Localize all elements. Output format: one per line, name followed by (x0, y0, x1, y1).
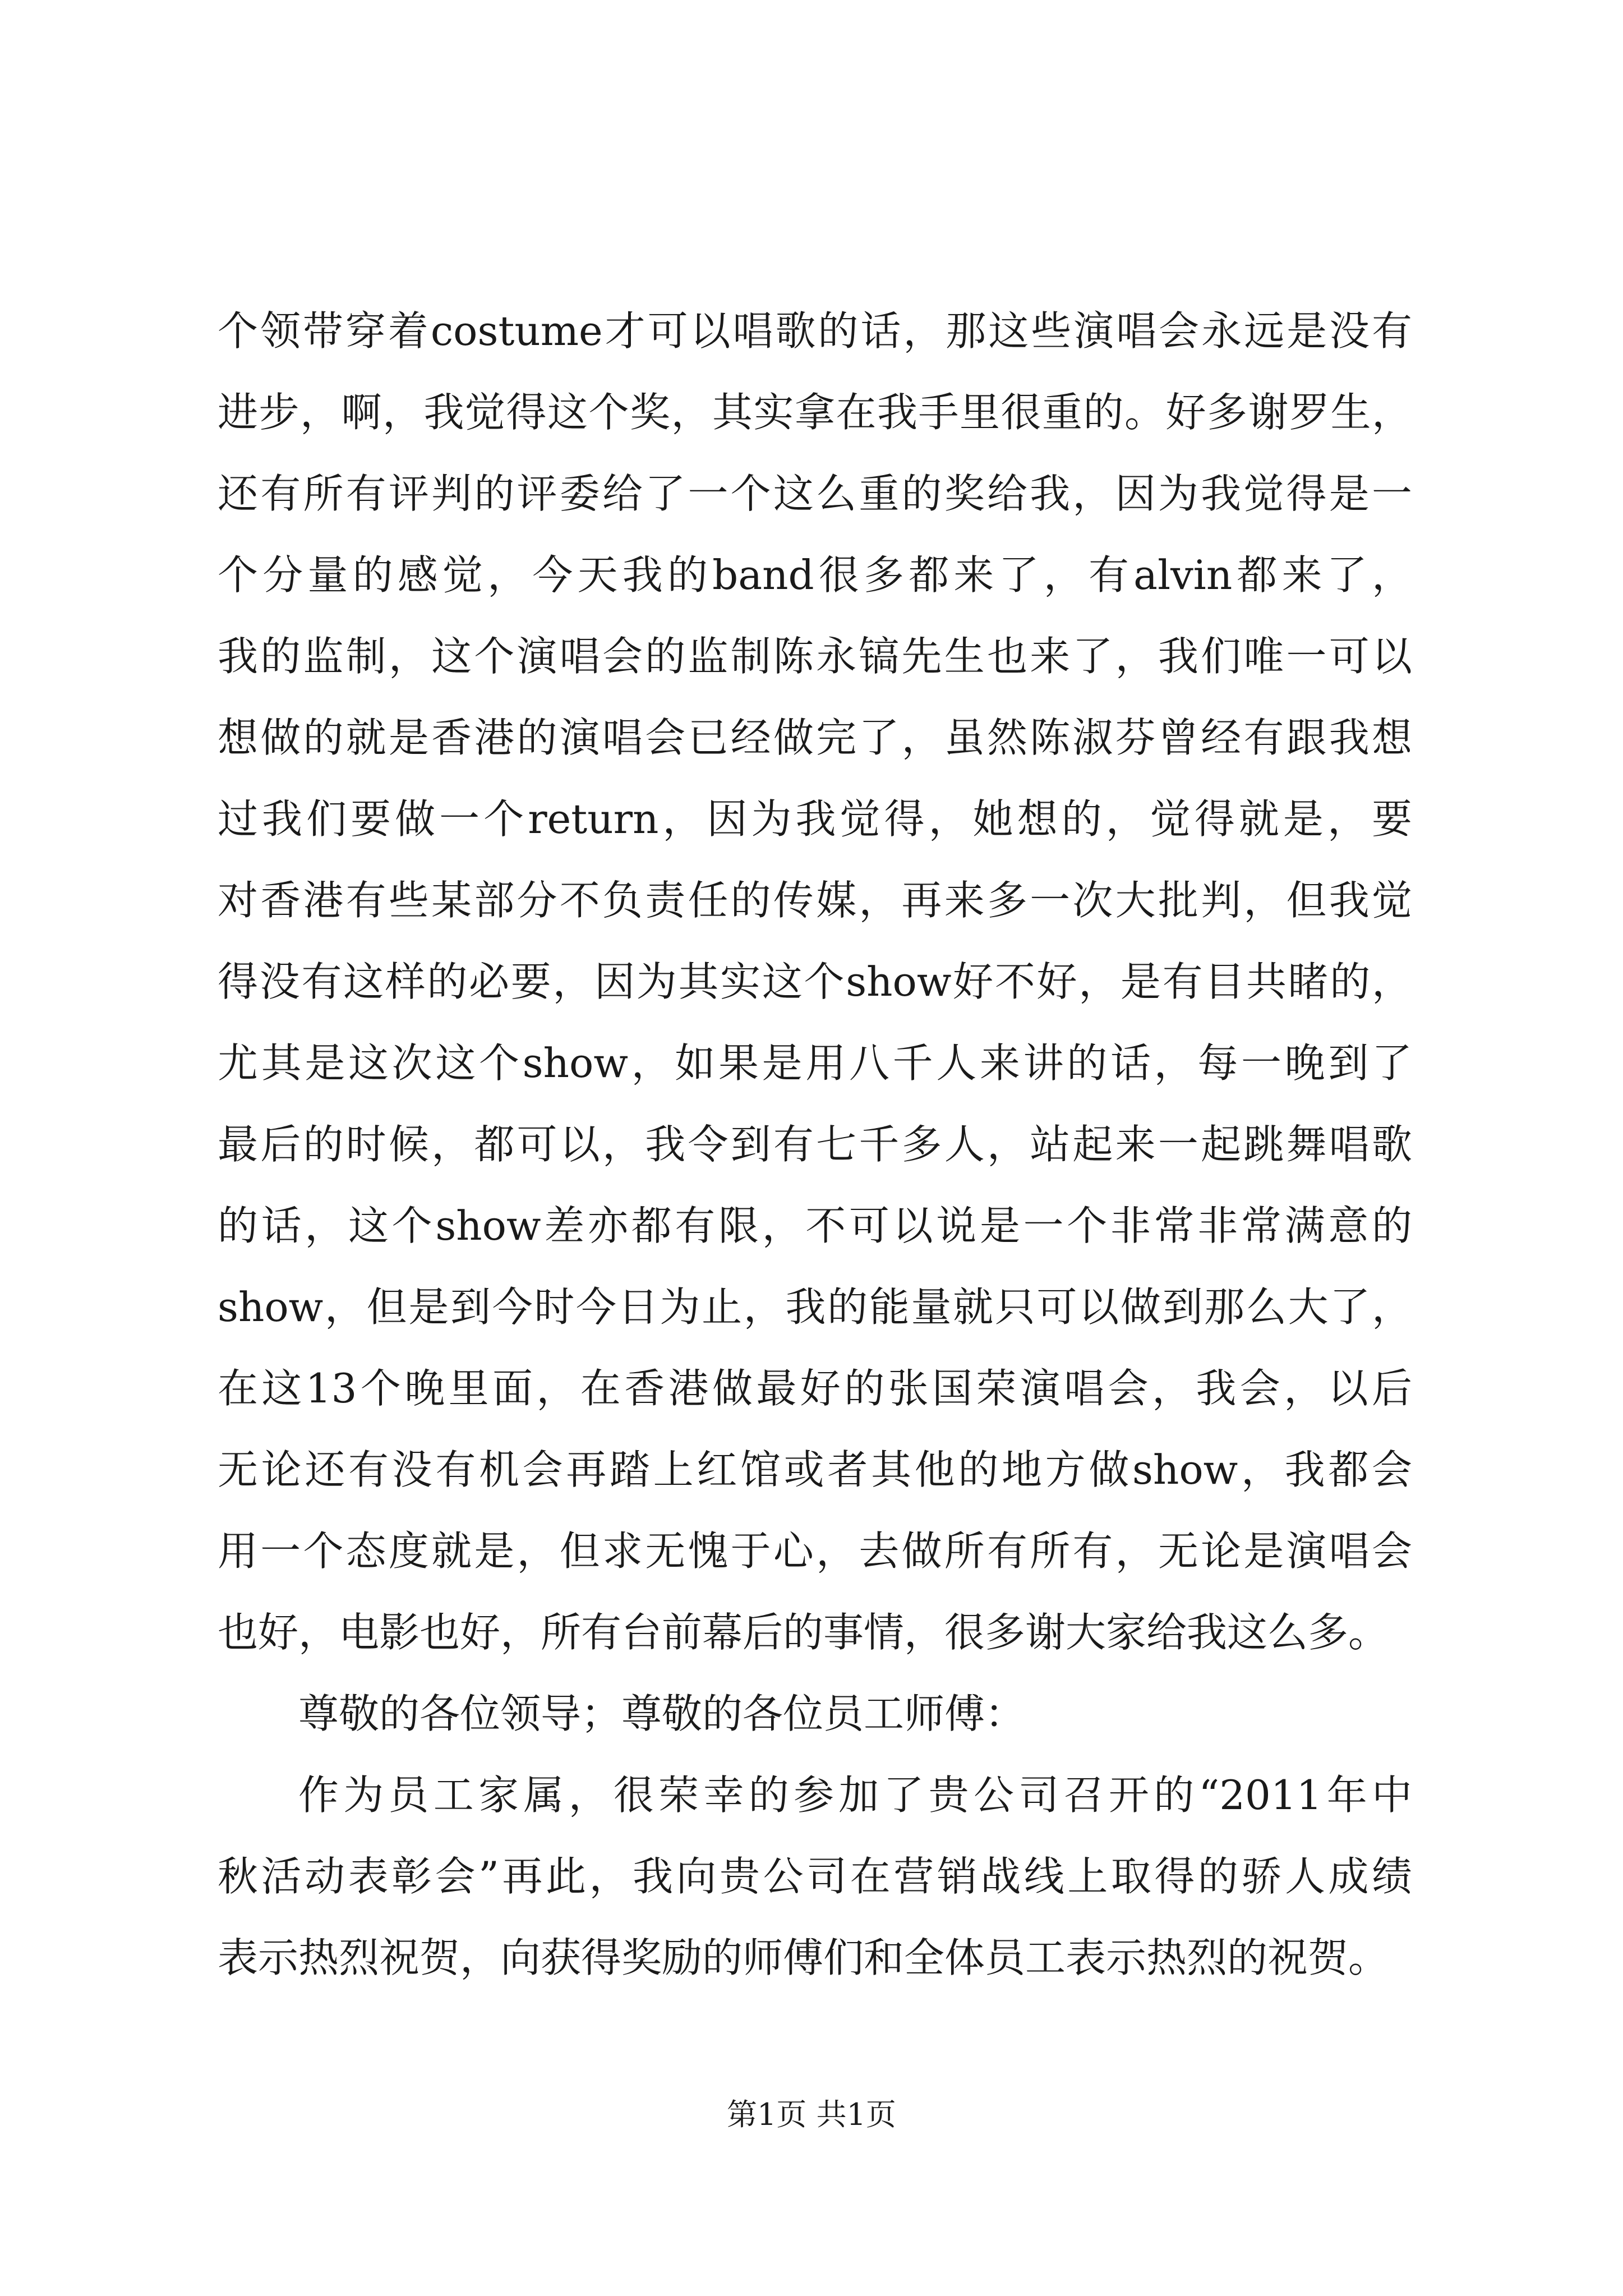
text-line: 得没有这样的必要，因为其实这个show好不好，是有目共睹的， (218, 958, 1412, 1005)
text-line: 最后的时候，都可以，我令到有七千多人，站起来一起跳舞唱歌 (218, 1121, 1412, 1168)
text-line: 作为员工家属，很荣幸的参加了贵公司召开的“2011年中 (298, 1772, 1412, 1819)
text-line: 还有所有评判的评委给了一个这么重的奖给我，因为我觉得是一 (218, 470, 1412, 517)
document-body (218, 291, 1412, 1999)
text-line: 尤其是这次这个show，如果是用八千人来讲的话，每一晚到了 (218, 1039, 1412, 1087)
text-line: 想做的就是香港的演唱会已经做完了，虽然陈淑芬曾经有跟我想 (218, 714, 1412, 761)
text-line: 秋活动表彰会”再此，我向贵公司在营销战线上取得的骄人成绩 (218, 1853, 1412, 1900)
text-line: 个分量的感觉，今天我的band很多都来了，有alvin都来了， (218, 551, 1412, 599)
text-line: 无论还有没有机会再踏上红馆或者其他的地方做show，我都会 (218, 1446, 1412, 1493)
text-line: 过我们要做一个return，因为我觉得，她想的，觉得就是，要 (218, 795, 1412, 843)
text-line: 进步，啊，我觉得这个奖，其实拿在我手里很重的。好多谢罗生， (218, 389, 1412, 436)
page-number-footer: 第1页 共1页 (727, 2097, 896, 2132)
text-line: 个领带穿着costume才可以唱歌的话，那这些演唱会永远是没有 (218, 307, 1412, 355)
text-line: 也好，电影也好，所有台前幕后的事情，很多谢大家给我这么多。 (218, 1609, 1389, 1656)
text-line: 的话，这个show差亦都有限，不可以说是一个非常非常满意的 (218, 1202, 1412, 1249)
salutation-line: 尊敬的各位领导；尊敬的各位员工师傅： (298, 1690, 1026, 1737)
text-line: show，但是到今时今日为止，我的能量就只可以做到那么大了， (218, 1283, 1412, 1331)
text-line: 用一个态度就是，但求无愧于心，去做所有所有，无论是演唱会 (218, 1527, 1412, 1575)
text-line: 我的监制，这个演唱会的监制陈永镐先生也来了，我们唯一可以 (218, 633, 1412, 680)
text-line: 在这13个晚里面，在香港做最好的张国荣演唱会，我会，以后 (218, 1365, 1412, 1412)
text-line: 表示热烈祝贺，向获得奖励的师傅们和全体员工表示热烈的祝贺。 (218, 1934, 1389, 1981)
text-line: 对香港有些某部分不负责任的传媒，再来多一次大批判，但我觉 (218, 877, 1412, 924)
